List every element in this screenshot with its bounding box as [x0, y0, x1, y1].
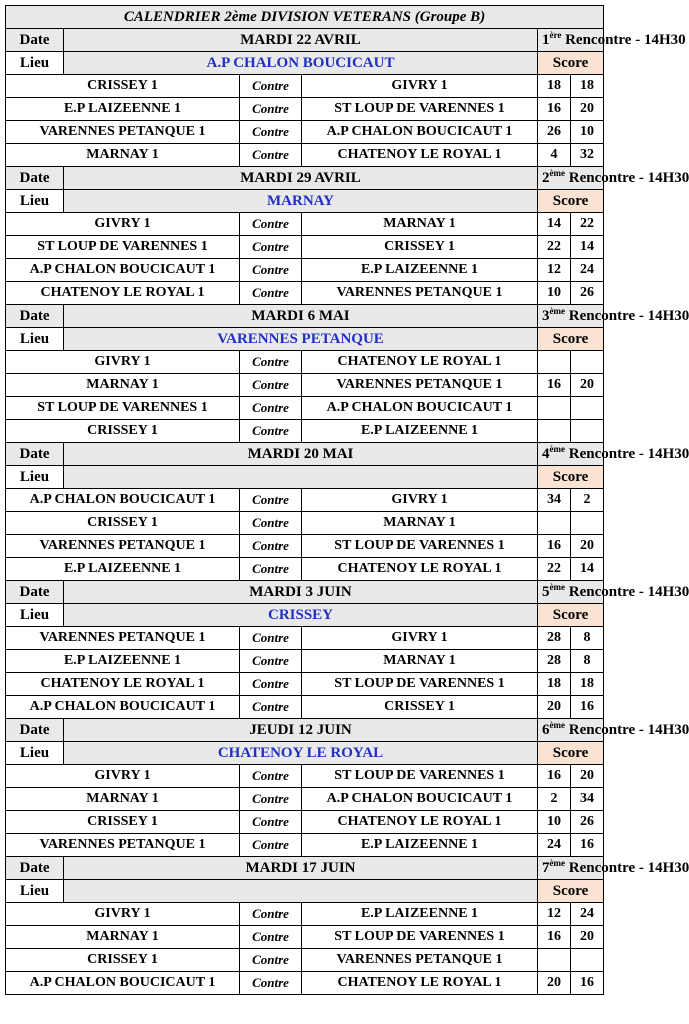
home-team: MARNAY 1	[6, 374, 240, 397]
away-score: 20	[571, 98, 604, 121]
away-team: VARENNES PETANQUE 1	[302, 949, 538, 972]
match-row	[6, 98, 604, 121]
round-lieu-row	[6, 52, 604, 75]
date-label: Date	[6, 857, 64, 880]
title-row	[6, 6, 604, 29]
away-team: ST LOUP DE VARENNES 1	[302, 535, 538, 558]
home-score: 12	[538, 903, 571, 926]
home-team: MARNAY 1	[6, 926, 240, 949]
round-number: 1ère Rencontre - 14H30	[538, 29, 604, 52]
lieu-label: Lieu	[6, 52, 64, 75]
round-venue	[64, 880, 538, 903]
home-team: CHATENOY LE ROYAL 1	[6, 673, 240, 696]
home-score: 28	[538, 650, 571, 673]
away-score	[571, 351, 604, 374]
home-score	[538, 420, 571, 443]
away-score: 8	[571, 650, 604, 673]
match-row	[6, 696, 604, 719]
round-date: MARDI 20 MAI	[64, 443, 538, 466]
home-score: 16	[538, 374, 571, 397]
away-score: 20	[571, 535, 604, 558]
round-number: 7ème Rencontre - 14H30	[538, 857, 604, 880]
contre-label: Contre	[240, 972, 302, 995]
date-label: Date	[6, 29, 64, 52]
away-team: CHATENOY LE ROYAL 1	[302, 811, 538, 834]
date-label: Date	[6, 443, 64, 466]
match-row	[6, 351, 604, 374]
away-team: CRISSEY 1	[302, 696, 538, 719]
away-score: 16	[571, 972, 604, 995]
match-row	[6, 811, 604, 834]
away-team: MARNAY 1	[302, 650, 538, 673]
home-score: 4	[538, 144, 571, 167]
round-date-row	[6, 29, 604, 52]
match-row	[6, 213, 604, 236]
home-score: 18	[538, 673, 571, 696]
away-score: 26	[571, 282, 604, 305]
home-score: 14	[538, 213, 571, 236]
contre-label: Contre	[240, 98, 302, 121]
home-score: 28	[538, 627, 571, 650]
away-team: E.P LAIZEENNE 1	[302, 420, 538, 443]
home-team: VARENNES PETANQUE 1	[6, 535, 240, 558]
away-team: MARNAY 1	[302, 512, 538, 535]
round-number: 2ème Rencontre - 14H30	[538, 167, 604, 190]
round-lieu-row	[6, 328, 604, 351]
away-score	[571, 420, 604, 443]
contre-label: Contre	[240, 788, 302, 811]
home-score: 18	[538, 75, 571, 98]
away-team: ST LOUP DE VARENNES 1	[302, 765, 538, 788]
home-team: ST LOUP DE VARENNES 1	[6, 236, 240, 259]
home-team: VARENNES PETANQUE 1	[6, 627, 240, 650]
home-team: CHATENOY LE ROYAL 1	[6, 282, 240, 305]
home-team: A.P CHALON BOUCICAUT 1	[6, 972, 240, 995]
lieu-label: Lieu	[6, 880, 64, 903]
score-label: Score	[538, 328, 604, 351]
match-row	[6, 236, 604, 259]
home-team: VARENNES PETANQUE 1	[6, 121, 240, 144]
away-score: 32	[571, 144, 604, 167]
away-score: 16	[571, 696, 604, 719]
home-team: E.P LAIZEENNE 1	[6, 558, 240, 581]
round-venue: CRISSEY	[64, 604, 538, 627]
away-team: CHATENOY LE ROYAL 1	[302, 351, 538, 374]
away-score: 34	[571, 788, 604, 811]
page-title: CALENDRIER 2ème DIVISION VETERANS (Groupe B)	[6, 6, 604, 29]
away-team: E.P LAIZEENNE 1	[302, 259, 538, 282]
home-team: MARNAY 1	[6, 144, 240, 167]
round-date: JEUDI 12 JUIN	[64, 719, 538, 742]
home-team: A.P CHALON BOUCICAUT 1	[6, 259, 240, 282]
away-team: A.P CHALON BOUCICAUT 1	[302, 121, 538, 144]
away-team: GIVRY 1	[302, 489, 538, 512]
contre-label: Contre	[240, 765, 302, 788]
round-venue: A.P CHALON BOUCICAUT	[64, 52, 538, 75]
away-score: 18	[571, 75, 604, 98]
match-row	[6, 834, 604, 857]
match-row	[6, 650, 604, 673]
away-score: 16	[571, 834, 604, 857]
round-number: 5ème Rencontre - 14H30	[538, 581, 604, 604]
match-row	[6, 903, 604, 926]
home-score	[538, 512, 571, 535]
away-team: CHATENOY LE ROYAL 1	[302, 558, 538, 581]
score-label: Score	[538, 880, 604, 903]
round-date-row	[6, 305, 604, 328]
match-row	[6, 420, 604, 443]
home-team: GIVRY 1	[6, 765, 240, 788]
home-score: 10	[538, 811, 571, 834]
match-row	[6, 765, 604, 788]
home-team: VARENNES PETANQUE 1	[6, 834, 240, 857]
home-score: 16	[538, 535, 571, 558]
contre-label: Contre	[240, 696, 302, 719]
home-team: GIVRY 1	[6, 213, 240, 236]
home-team: CRISSEY 1	[6, 75, 240, 98]
round-lieu-row	[6, 466, 604, 489]
away-score	[571, 949, 604, 972]
contre-label: Contre	[240, 834, 302, 857]
round-date: MARDI 17 JUIN	[64, 857, 538, 880]
home-score	[538, 949, 571, 972]
round-date: MARDI 3 JUIN	[64, 581, 538, 604]
contre-label: Contre	[240, 213, 302, 236]
away-score: 10	[571, 121, 604, 144]
round-lieu-row	[6, 880, 604, 903]
away-score: 22	[571, 213, 604, 236]
contre-label: Contre	[240, 282, 302, 305]
lieu-label: Lieu	[6, 604, 64, 627]
contre-label: Contre	[240, 489, 302, 512]
date-label: Date	[6, 581, 64, 604]
home-score: 16	[538, 926, 571, 949]
round-date-row	[6, 167, 604, 190]
round-date-row	[6, 581, 604, 604]
date-label: Date	[6, 719, 64, 742]
contre-label: Contre	[240, 374, 302, 397]
home-team: MARNAY 1	[6, 788, 240, 811]
contre-label: Contre	[240, 259, 302, 282]
home-team: E.P LAIZEENNE 1	[6, 98, 240, 121]
round-venue: MARNAY	[64, 190, 538, 213]
home-score: 22	[538, 236, 571, 259]
home-team: ST LOUP DE VARENNES 1	[6, 397, 240, 420]
away-score: 26	[571, 811, 604, 834]
away-team: ST LOUP DE VARENNES 1	[302, 926, 538, 949]
home-team: CRISSEY 1	[6, 949, 240, 972]
away-score	[571, 397, 604, 420]
home-score: 2	[538, 788, 571, 811]
lieu-label: Lieu	[6, 190, 64, 213]
home-team: CRISSEY 1	[6, 512, 240, 535]
contre-label: Contre	[240, 926, 302, 949]
away-team: CHATENOY LE ROYAL 1	[302, 972, 538, 995]
home-team: GIVRY 1	[6, 351, 240, 374]
away-score: 24	[571, 259, 604, 282]
away-team: A.P CHALON BOUCICAUT 1	[302, 788, 538, 811]
round-date: MARDI 22 AVRIL	[64, 29, 538, 52]
round-number: 4ème Rencontre - 14H30	[538, 443, 604, 466]
away-score: 14	[571, 236, 604, 259]
away-score: 18	[571, 673, 604, 696]
match-row	[6, 144, 604, 167]
round-date: MARDI 29 AVRIL	[64, 167, 538, 190]
contre-label: Contre	[240, 650, 302, 673]
away-score: 20	[571, 374, 604, 397]
score-label: Score	[538, 604, 604, 627]
contre-label: Contre	[240, 420, 302, 443]
contre-label: Contre	[240, 236, 302, 259]
contre-label: Contre	[240, 811, 302, 834]
lieu-label: Lieu	[6, 742, 64, 765]
round-date: MARDI 6 MAI	[64, 305, 538, 328]
match-row	[6, 627, 604, 650]
match-row	[6, 673, 604, 696]
round-date-row	[6, 857, 604, 880]
round-lieu-row	[6, 604, 604, 627]
match-row	[6, 75, 604, 98]
away-team: VARENNES PETANQUE 1	[302, 374, 538, 397]
away-team: E.P LAIZEENNE 1	[302, 903, 538, 926]
home-score: 20	[538, 972, 571, 995]
away-score: 8	[571, 627, 604, 650]
calendar-table	[5, 5, 689, 995]
away-team: CHATENOY LE ROYAL 1	[302, 144, 538, 167]
contre-label: Contre	[240, 949, 302, 972]
round-date-row	[6, 719, 604, 742]
away-team: GIVRY 1	[302, 75, 538, 98]
home-team: GIVRY 1	[6, 903, 240, 926]
calendar-sheet	[5, 5, 689, 995]
match-row	[6, 121, 604, 144]
away-team: ST LOUP DE VARENNES 1	[302, 673, 538, 696]
away-score: 2	[571, 489, 604, 512]
match-row	[6, 788, 604, 811]
round-venue	[64, 466, 538, 489]
date-label: Date	[6, 167, 64, 190]
round-number: 3ème Rencontre - 14H30	[538, 305, 604, 328]
home-score	[538, 397, 571, 420]
home-team: E.P LAIZEENNE 1	[6, 650, 240, 673]
away-score: 14	[571, 558, 604, 581]
contre-label: Contre	[240, 512, 302, 535]
match-row	[6, 949, 604, 972]
home-team: CRISSEY 1	[6, 420, 240, 443]
contre-label: Contre	[240, 75, 302, 98]
match-row	[6, 512, 604, 535]
away-team: E.P LAIZEENNE 1	[302, 834, 538, 857]
away-team: GIVRY 1	[302, 627, 538, 650]
home-score: 24	[538, 834, 571, 857]
home-score: 22	[538, 558, 571, 581]
home-team: CRISSEY 1	[6, 811, 240, 834]
contre-label: Contre	[240, 397, 302, 420]
away-team: A.P CHALON BOUCICAUT 1	[302, 397, 538, 420]
round-venue: VARENNES PETANQUE	[64, 328, 538, 351]
score-label: Score	[538, 466, 604, 489]
home-score	[538, 351, 571, 374]
contre-label: Contre	[240, 121, 302, 144]
match-row	[6, 282, 604, 305]
match-row	[6, 926, 604, 949]
home-score: 34	[538, 489, 571, 512]
round-date-row	[6, 443, 604, 466]
home-score: 26	[538, 121, 571, 144]
contre-label: Contre	[240, 903, 302, 926]
away-team: MARNAY 1	[302, 213, 538, 236]
match-row	[6, 972, 604, 995]
contre-label: Contre	[240, 535, 302, 558]
match-row	[6, 374, 604, 397]
contre-label: Contre	[240, 673, 302, 696]
match-row	[6, 489, 604, 512]
contre-label: Contre	[240, 558, 302, 581]
score-label: Score	[538, 52, 604, 75]
round-venue: CHATENOY LE ROYAL	[64, 742, 538, 765]
match-row	[6, 535, 604, 558]
home-score: 10	[538, 282, 571, 305]
away-team: ST LOUP DE VARENNES 1	[302, 98, 538, 121]
contre-label: Contre	[240, 144, 302, 167]
home-score: 12	[538, 259, 571, 282]
score-label: Score	[538, 742, 604, 765]
away-score: 20	[571, 765, 604, 788]
away-score: 24	[571, 903, 604, 926]
round-lieu-row	[6, 190, 604, 213]
round-lieu-row	[6, 742, 604, 765]
match-row	[6, 259, 604, 282]
score-label: Score	[538, 190, 604, 213]
contre-label: Contre	[240, 627, 302, 650]
match-row	[6, 558, 604, 581]
away-team: CRISSEY 1	[302, 236, 538, 259]
contre-label: Contre	[240, 351, 302, 374]
away-score	[571, 512, 604, 535]
home-score: 20	[538, 696, 571, 719]
home-team: A.P CHALON BOUCICAUT 1	[6, 489, 240, 512]
home-score: 16	[538, 765, 571, 788]
home-score: 16	[538, 98, 571, 121]
away-team: VARENNES PETANQUE 1	[302, 282, 538, 305]
lieu-label: Lieu	[6, 328, 64, 351]
lieu-label: Lieu	[6, 466, 64, 489]
home-team: A.P CHALON BOUCICAUT 1	[6, 696, 240, 719]
round-number: 6ème Rencontre - 14H30	[538, 719, 604, 742]
match-row	[6, 397, 604, 420]
away-score: 20	[571, 926, 604, 949]
date-label: Date	[6, 305, 64, 328]
